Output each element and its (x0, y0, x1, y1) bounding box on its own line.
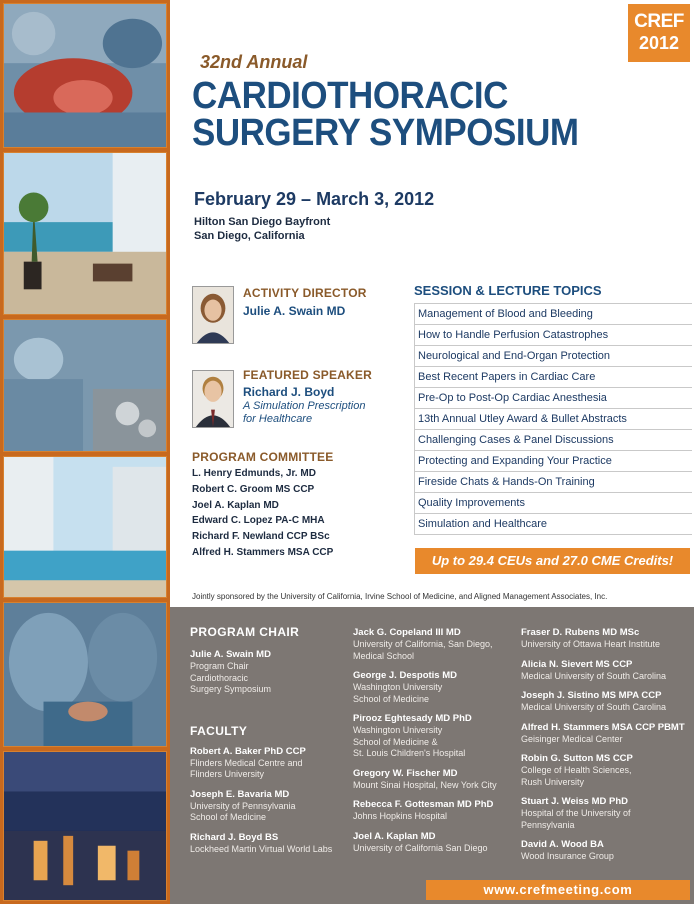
committee-member: L. Henry Edmunds, Jr. MD (192, 468, 316, 479)
committee-heading: PROGRAM COMMITTEE (192, 450, 334, 464)
person-affiliation: Program Chair Cardiothoracic Surgery Symposium (190, 661, 272, 694)
person-name: Stuart J. Weiss MD PhD (521, 796, 628, 807)
faculty-entry (353, 670, 518, 705)
faculty-entry (190, 832, 350, 856)
credits-banner: Up to 29.4 CEUs and 27.0 CME Credits! (415, 548, 690, 574)
person-name: Rebecca F. Gottesman MD PhD (353, 799, 494, 810)
venue-line-2: San Diego, California (194, 230, 305, 242)
topic-item: Protecting and Expanding Your Practice (414, 451, 692, 472)
program-committee (192, 450, 392, 561)
topics-heading: SESSION & LECTURE TOPICS (414, 283, 602, 298)
person-affiliation: Washington University School of Medicine (353, 682, 443, 704)
faculty-heading: FACULTY (190, 723, 248, 738)
person-name: Alfred H. Stammers MSA CCP PBMT (521, 721, 685, 733)
director-heading: ACTIVITY DIRECTOR (243, 286, 367, 300)
committee-member: Richard F. Newland CCP BSc (192, 531, 330, 543)
person-name: George J. Despotis MD (353, 670, 457, 681)
person-name: Joel A. Kaplan MD (353, 830, 436, 842)
surgical-team-photo (3, 602, 167, 747)
faculty-column-3 (521, 627, 691, 871)
topic-item: Fireside Chats & Hands-On Training (414, 472, 692, 493)
committee-list (192, 466, 392, 561)
program-chair-heading: PROGRAM CHAIR (190, 625, 300, 639)
website-link[interactable]: www.crefmeeting.com (426, 880, 690, 900)
committee-member: Robert C. Groom MS CCP (192, 483, 315, 495)
speaker-text (243, 368, 443, 426)
faculty-entry (353, 627, 518, 662)
person-name: Alicia N. Sievert MS CCP (521, 658, 633, 670)
pool-photo (3, 456, 167, 598)
venue-line-1: Hilton San Diego Bayfront (194, 216, 331, 228)
topic-item: Simulation and Healthcare (414, 514, 692, 535)
person-affiliation: Geisinger Medical Center (521, 733, 623, 744)
person-name: Joseph J. Sistino MS MPA CCP (521, 690, 662, 701)
person-affiliation: Johns Hopkins Hospital (353, 811, 448, 821)
person-affiliation: College of Health Sciences, Rush University (521, 765, 632, 787)
session-topics (414, 283, 692, 535)
faculty-entry (353, 768, 518, 792)
surgery-photo (3, 3, 167, 148)
person-affiliation: Mount Sinai Hospital, New York City (353, 779, 497, 790)
faculty-entry (521, 753, 691, 788)
title-line-1: CARDIOTHORACIC (192, 75, 508, 117)
city-skyline-photo (3, 751, 167, 901)
director-name: Julie A. Swain MD (243, 304, 346, 318)
committee-member: Edward C. Lopez PA-C MHA (192, 515, 325, 527)
committee-member: Alfred H. Stammers MSA CCP (192, 546, 334, 558)
faculty-entry (521, 839, 691, 863)
faculty-entry (190, 746, 350, 781)
faculty-entry (521, 796, 691, 831)
speaker-talk-line-2: for Healthcare (243, 413, 313, 425)
person-affiliation: Medical University of South Carolina (521, 670, 667, 681)
director-text (243, 286, 423, 318)
photo-strip (0, 0, 170, 904)
topic-item: Best Recent Papers in Cardiac Care (414, 367, 692, 388)
event-venue (194, 215, 330, 243)
logo-line-1: CREF (634, 11, 684, 32)
faculty-column-2 (353, 627, 518, 862)
person-name: Richard J. Boyd BS (190, 831, 279, 843)
speaker-heading: FEATURED SPEAKER (243, 368, 372, 382)
speaker-portrait (192, 370, 234, 428)
person-affiliation: Hospital of the University of Pennsylvania (521, 808, 631, 830)
person-affiliation: University of California San Diego (353, 842, 488, 853)
topic-item: Challenging Cases & Panel Discussions (414, 430, 692, 451)
topic-item: How to Handle Perfusion Catastrophes (414, 325, 692, 346)
person-name: Jack G. Copeland III MD (353, 627, 461, 638)
faculty-column-1 (190, 625, 350, 863)
person-affiliation: University of California, San Diego, Medical School (353, 639, 493, 661)
faculty-entry (521, 627, 691, 651)
chair-entry (190, 649, 350, 696)
topics-list (414, 303, 692, 535)
faculty-entry (521, 659, 691, 683)
faculty-entry (521, 690, 691, 714)
person-name: Robert A. Baker PhD CCP (190, 745, 306, 757)
speaker-name: Richard J. Boyd (243, 385, 335, 399)
person-name: Joseph E. Bavaria MD (190, 788, 290, 800)
topic-item: Management of Blood and Bleeding (414, 304, 692, 325)
person-name: Gregory W. Fischer MD (353, 767, 458, 779)
person-name: Julie A. Swain MD (190, 649, 271, 660)
topic-item: 13th Annual Utley Award & Bullet Abstracts (414, 409, 692, 430)
person-name: Pirooz Eghtesady MD PhD (353, 713, 472, 724)
person-affiliation: Washington University School of Medicine & St. Louis Children's Hospital (353, 725, 466, 758)
person-name: Robin G. Sutton MS CCP (521, 753, 633, 764)
faculty-entry (353, 799, 518, 823)
faculty-section (170, 607, 694, 904)
sponsor-note: Jointly sponsored by the University of California, Irvine School of Medicine, and Aligned Management Associates, Inc. (192, 592, 608, 601)
cref-logo (628, 4, 690, 62)
terrace-photo (3, 152, 167, 315)
faculty-entry (353, 713, 518, 760)
topic-item: Quality Improvements (414, 493, 692, 514)
title-line-2: SURGERY SYMPOSIUM (192, 112, 579, 154)
logo-line-2: 2012 (638, 33, 680, 53)
event-dates: February 29 – March 3, 2012 (194, 189, 435, 209)
main-content (170, 0, 694, 904)
faculty-entry (521, 722, 691, 746)
person-affiliation: Flinders Medical Centre and Flinders University (190, 757, 303, 779)
director-portrait (192, 286, 234, 344)
committee-member: Joel A. Kaplan MD (192, 499, 279, 511)
person-name: David A. Wood BA (521, 839, 604, 850)
faculty-entry (353, 831, 518, 855)
person-affiliation: Medical University of South Carolina (521, 702, 667, 712)
topic-item: Neurological and End-Organ Protection (414, 346, 692, 367)
person-affiliation: University of Pennsylvania School of Medicine (190, 800, 296, 822)
person-affiliation: Lockheed Martin Virtual World Labs (190, 843, 333, 854)
operating-room-photo (3, 319, 167, 452)
person-affiliation: University of Ottawa Heart Institute (521, 639, 661, 649)
speaker-talk-line-1: A Simulation Prescription (243, 400, 366, 412)
topic-item: Pre-Op to Post-Op Cardiac Anesthesia (414, 388, 692, 409)
page-title (192, 75, 579, 154)
person-name: Fraser D. Rubens MD MSc (521, 627, 640, 638)
annual-label: 32nd Annual (200, 52, 308, 72)
person-affiliation: Wood Insurance Group (521, 851, 614, 861)
faculty-entry (190, 789, 350, 824)
